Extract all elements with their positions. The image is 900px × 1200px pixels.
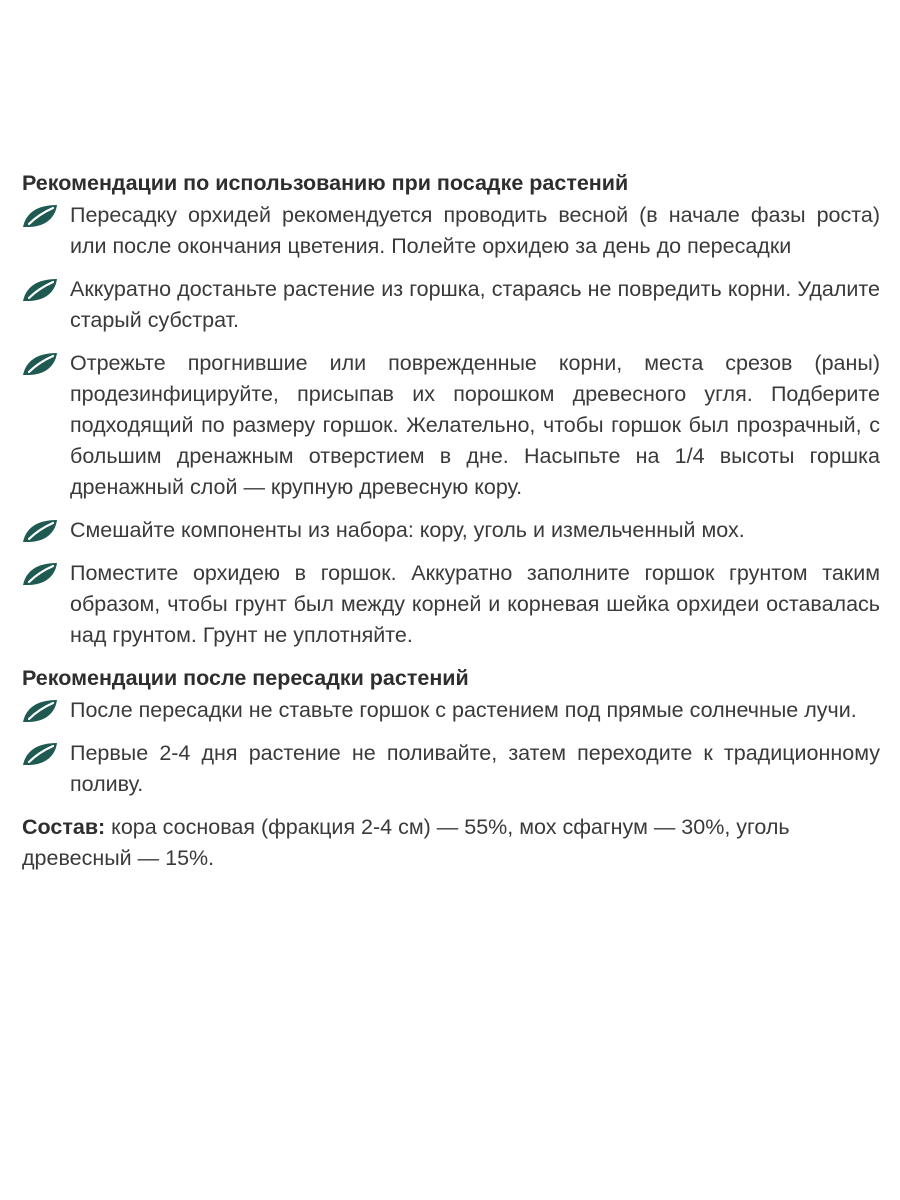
step-text: После пересадки не ставьте горшок с растением под прямые солнечные лучи. <box>70 698 857 722</box>
list-item <box>22 738 880 800</box>
step-text: Первые 2-4 дня растение не поливайте, затем переходите к традиционному поливу. <box>70 741 880 796</box>
leaf-icon <box>22 742 58 766</box>
planting-steps-list <box>22 200 880 651</box>
leaf-icon <box>22 699 58 723</box>
step-text: Аккуратно достаньте растение из горшка, стараясь не повредить корни. Удалите старый субстрат. <box>70 277 880 332</box>
list-item <box>22 200 880 262</box>
composition-paragraph <box>22 812 880 874</box>
section-planting-title: Рекомендации по использованию при посадке растений <box>22 171 629 195</box>
step-text: Пересадку орхидей рекомендуется проводить весной (в начале фазы роста) или после окончания цветения. Полейте орхидею за день до пересадки <box>70 203 880 258</box>
step-text: Поместите орхидею в горшок. Аккуратно заполните горшок грунтом таким образом, чтобы грунт был между корней и корневая шейка орхидеи оставалась над грунтом. Грунт не уплотняйте. <box>70 561 880 647</box>
list-item <box>22 274 880 336</box>
leaf-icon <box>22 562 58 586</box>
leaf-icon <box>22 204 58 228</box>
leaf-icon <box>22 352 58 376</box>
instructions-document <box>22 168 880 896</box>
composition-text: кора сосновая (фракция 2-4 см) — 55%, мох сфагнум — 30%, уголь древесный — 15%. <box>22 815 790 870</box>
list-item <box>22 558 880 651</box>
leaf-icon <box>22 519 58 543</box>
list-item <box>22 515 880 546</box>
step-text: Отрежьте прогнившие или поврежденные корни, места срезов (раны) продезинфицируйте, присыпав их порошком древесного угля. Подберите подходящий по размеру горшок. Желательно, чтобы горшок был прозрачный, с большим дренажным отверстием в дне. Насыпьте на 1/4 высоты горшка дренажный слой — крупную древесную кору. <box>70 351 880 499</box>
step-text: Смешайте компоненты из набора: кору, уголь и измельченный мох. <box>70 518 745 542</box>
aftercare-steps-list <box>22 695 880 800</box>
list-item <box>22 348 880 503</box>
composition-label: Состав: <box>22 815 106 839</box>
section-aftercare-title: Рекомендации после пересадки растений <box>22 666 469 690</box>
leaf-icon <box>22 278 58 302</box>
list-item <box>22 695 880 726</box>
